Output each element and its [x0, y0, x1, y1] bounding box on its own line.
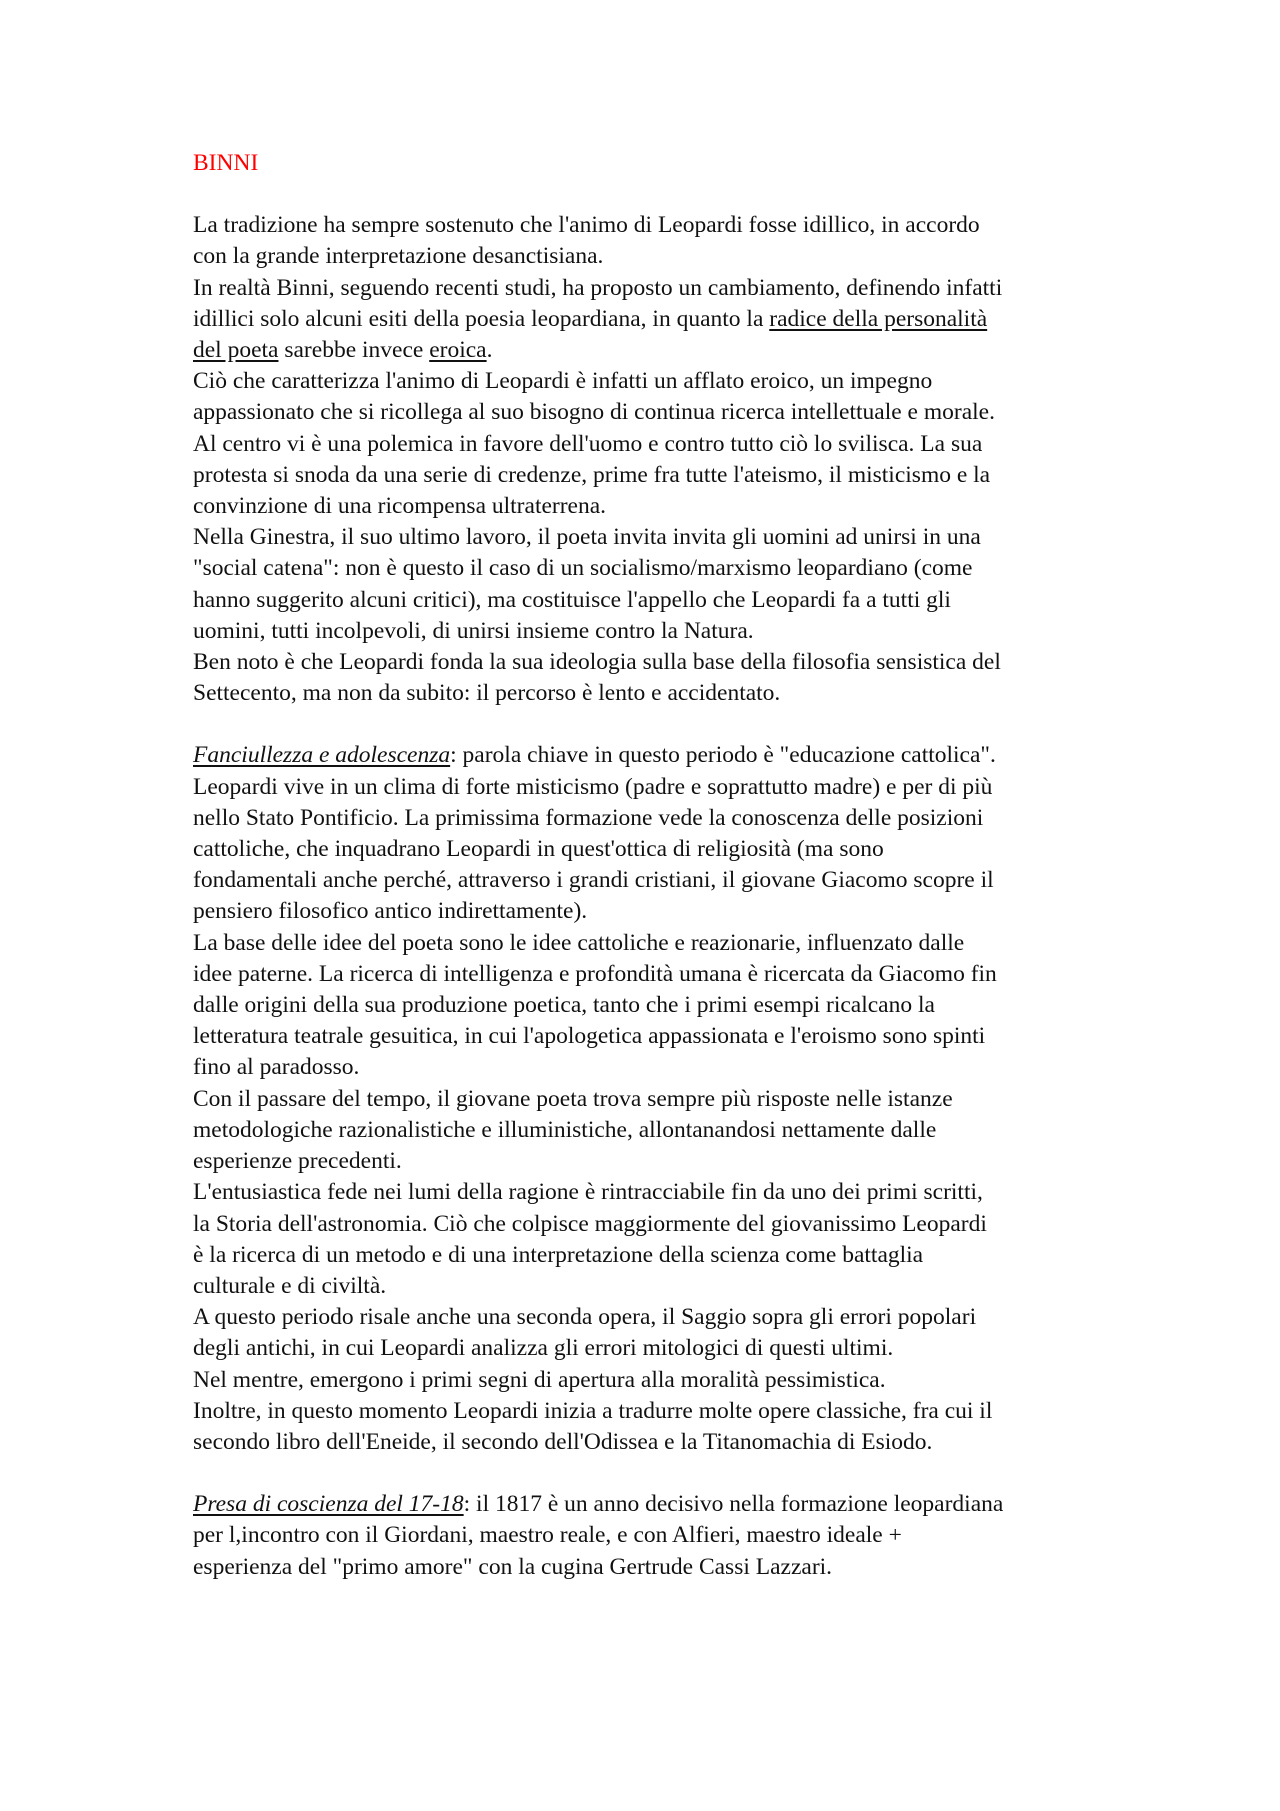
text-line: la Storia dell'astronomia. Ciò che colpisce maggiormente del giovanissimo Leopardi: [193, 1210, 987, 1237]
text-line: Inoltre, in questo momento Leopardi inizia a tradurre molte opere classiche, fra cui il: [193, 1397, 993, 1424]
paragraph-fanciullezza: [193, 740, 1093, 1458]
text-line: Settecento, ma non da subito: il percorso è lento e accidentato.: [193, 680, 781, 707]
text-line: L'entusiastica fede nei lumi della ragione è rintracciabile fin da uno dei primi scritti,: [193, 1179, 983, 1206]
document-title: BINNI: [193, 150, 259, 176]
text-line: culturale e di civiltà.: [193, 1272, 387, 1299]
underlined-phrase: del poeta: [193, 337, 279, 364]
text-line: Con il passare del tempo, il giovane poeta trova sempre più risposte nelle istanze: [193, 1085, 953, 1112]
text-line: pensiero filosofico antico indirettamente).: [193, 898, 588, 925]
text-run: : il 1817 è un anno decisivo nella formazione leopardiana: [463, 1491, 1004, 1518]
text-line: cattoliche, che inquadrano Leopardi in quest'ottica di religiosità (ma sono: [193, 836, 884, 863]
paragraph-gap: [193, 1458, 1093, 1489]
text-line: Nel mentre, emergono i primi segni di apertura alla moralità pessimistica.: [193, 1366, 886, 1393]
text-run: : parola chiave in questo periodo è "educazione cattolica".: [450, 742, 996, 769]
text-line: per l,incontro con il Giordani, maestro reale, e con Alfieri, maestro ideale +: [193, 1522, 902, 1549]
text-run: sarebbe invece: [278, 337, 430, 364]
text-line: metodologiche razionalistiche e illuministiche, allontanandosi nettamente dalle: [193, 1116, 937, 1143]
text-run: .: [486, 337, 493, 364]
text-line: [193, 740, 1093, 771]
section-heading-fanciullezza: Fanciullezza e adolescenza: [193, 742, 451, 769]
text-line: uomini, tutti incolpevoli, di unirsi insieme contro la Natura.: [193, 617, 754, 644]
text-run: idillici solo alcuni esiti della poesia leopardiana, in quanto la: [193, 305, 770, 332]
text-line: protesta si snoda da una serie di credenze, prime fra tutte l'ateismo, il misticismo e la: [193, 461, 991, 488]
text-line: idee paterne. La ricerca di intelligenza e profondità umana è ricercata da Giacomo fin: [193, 960, 997, 987]
text-line: A questo periodo risale anche una seconda opera, il Saggio sopra gli errori popolari: [193, 1304, 977, 1331]
text-line: [193, 1489, 1093, 1520]
text-line: Nella Ginestra, il suo ultimo lavoro, il poeta invita invita gli uomini ad unirsi in una: [193, 524, 981, 551]
text-line: appassionato che si ricollega al suo bisogno di continua ricerca intellettuale e morale.: [193, 399, 995, 426]
text-line: Leopardi vive in un clima di forte misticismo (padre e soprattutto madre) e per di più: [193, 773, 993, 800]
paragraph-gap: [193, 709, 1093, 740]
text-line: Al centro vi è una polemica in favore dell'uomo e contro tutto ciò lo svilisca. La sua: [193, 430, 983, 457]
text-line: dalle origini della sua produzione poetica, tanto che i primi esempi ricalcano la: [193, 992, 935, 1019]
document-body: [193, 148, 1093, 1583]
section-heading-presa-di-coscienza: Presa di coscienza del 17-18: [193, 1491, 464, 1518]
text-line: fino al paradosso.: [193, 1054, 360, 1081]
text-line: esperienze precedenti.: [193, 1148, 402, 1175]
text-line: [193, 335, 1093, 366]
text-line: secondo libro dell'Eneide, il secondo dell'Odissea e la Titanomachia di Esiodo.: [193, 1428, 933, 1455]
text-line: In realtà Binni, seguendo recenti studi, ha proposto un cambiamento, definendo infatti: [193, 274, 1003, 301]
text-line: nello Stato Pontificio. La primissima formazione vede la conoscenza delle posizioni: [193, 804, 984, 831]
paragraph-presa-di-coscienza: [193, 1489, 1093, 1583]
underlined-phrase: radice della personalità: [769, 305, 988, 332]
text-line: convinzione di una ricompensa ultraterrena.: [193, 493, 607, 520]
underlined-word-eroica: eroica: [429, 337, 487, 364]
text-line: La tradizione ha sempre sostenuto che l'animo di Leopardi fosse idillico, in accordo: [193, 212, 980, 239]
text-line: è la ricerca di un metodo e di una interpretazione della scienza come battaglia: [193, 1241, 924, 1268]
text-line: Ben noto è che Leopardi fonda la sua ideologia sulla base della filosofia sensistica del: [193, 649, 1001, 676]
text-line: "social catena": non è questo il caso di un socialismo/marxismo leopardiano (come: [193, 555, 973, 582]
text-line: Ciò che caratterizza l'animo di Leopardi è infatti un afflato eroico, un impegno: [193, 368, 933, 395]
text-line: con la grande interpretazione desanctisiana.: [193, 243, 604, 270]
text-line: degli antichi, in cui Leopardi analizza gli errori mitologici di questi ultimi.: [193, 1335, 894, 1362]
text-line: La base delle idee del poeta sono le idee cattoliche e reazionarie, influenzato dalle: [193, 929, 965, 956]
text-line: [193, 304, 1093, 335]
text-line: fondamentali anche perché, attraverso i grandi cristiani, il giovane Giacomo scopre il: [193, 867, 994, 894]
text-line: letteratura teatrale gesuitica, in cui l'apologetica appassionata e l'eroismo sono spinti: [193, 1023, 986, 1050]
text-line: hanno suggerito alcuni critici), ma costituisce l'appello che Leopardi fa a tutti gli: [193, 586, 951, 613]
text-line: esperienza del "primo amore" con la cugina Gertrude Cassi Lazzari.: [193, 1553, 833, 1580]
paragraph-intro: [193, 210, 1093, 709]
